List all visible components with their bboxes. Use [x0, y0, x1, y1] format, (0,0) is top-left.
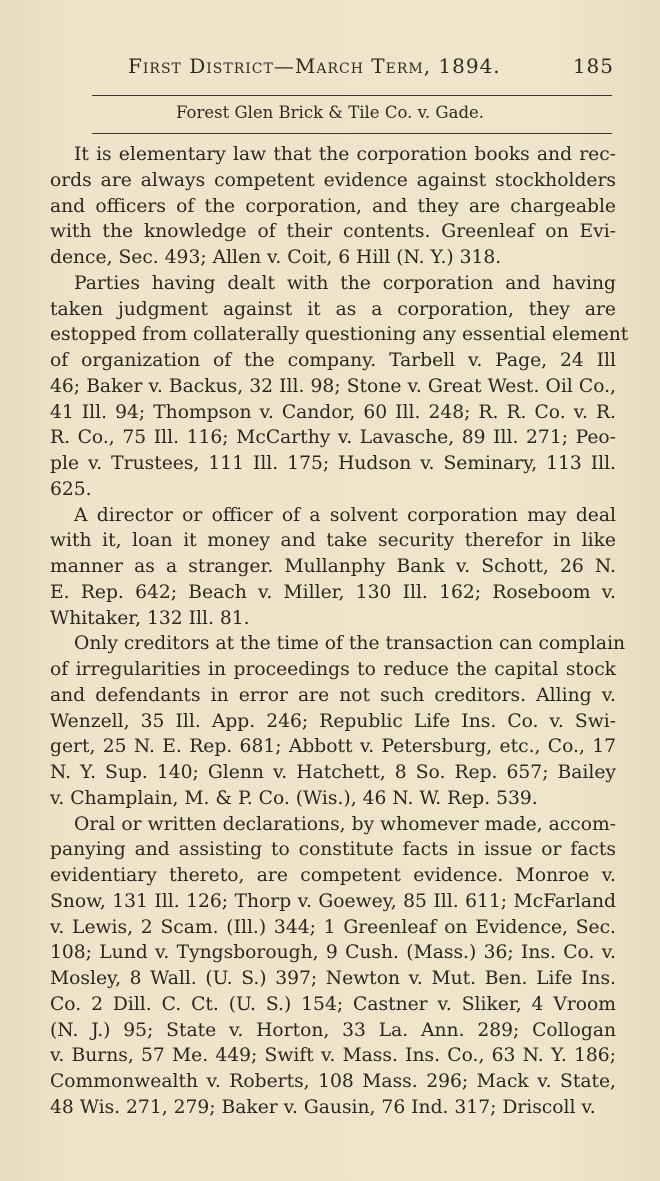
text-line: panying and assisting to constitute facts in issue or facts	[50, 839, 616, 861]
paragraph	[50, 631, 626, 811]
body-text	[50, 142, 629, 1121]
text-line: Snow, 131 Ill. 126; Thorp v. Goewey, 85 Ill. 611; McFarland	[50, 890, 616, 912]
text-line: Parties having dealt with the corporation and having	[74, 272, 616, 294]
text-line: 46; Baker v. Backus, 32 Ill. 98; Stone v. Great West. Oil Co.,	[50, 375, 616, 397]
text-line: and defendants in error are not such creditors. Alling v.	[50, 684, 616, 706]
text-line: with it, loan it money and take security therefor in like	[50, 530, 616, 552]
text-line: of organization of the company. Tarbell v. Page, 24 Ill	[50, 350, 616, 371]
text-line: of irregularities in proceedings to reduce the capital stock	[50, 659, 616, 680]
text-line: A director or officer of a solvent corporation may deal	[74, 504, 616, 526]
text-line: Wenzell, 35 Ill. App. 246; Republic Life Ins. Co. v. Swi-	[50, 710, 616, 732]
text-line: Whitaker, 132 Ill. 81.	[50, 607, 250, 629]
text-line: Only creditors at the time of the transaction can complain	[74, 633, 626, 655]
text-line: 48 Wis. 271, 279; Baker v. Gausin, 76 Ind. 317; Driscoll v.	[50, 1096, 596, 1118]
running-title: First District—March Term, 1894.	[128, 54, 501, 78]
paragraph	[50, 503, 616, 632]
text-line: Oral or written declarations, by whomever made, accom-	[74, 813, 616, 835]
text-line: It is elementary law that the corporation books and rec-	[74, 144, 616, 165]
text-line: 108; Lund v. Tyngsborough, 9 Cush. (Mass.) 36; Ins. Co. v.	[50, 942, 616, 964]
text-line: and officers of the corporation, and they are chargeable	[50, 195, 616, 217]
running-header	[128, 54, 614, 78]
case-title-rule	[92, 133, 612, 134]
text-line: R. Co., 75 Ill. 116; McCarthy v. Lavasche, 89 Ill. 271; Peo-	[50, 427, 616, 449]
text-line: estopped from collaterally questioning any essential element	[50, 324, 629, 346]
text-line: E. Rep. 642; Beach v. Miller, 130 Ill. 162; Roseboom v.	[50, 581, 616, 603]
case-title: Forest Glen Brick & Tile Co. v. Gade.	[175, 103, 485, 122]
page-number: 185	[572, 54, 614, 78]
text-line: Mosley, 8 Wall. (U. S.) 397; Newton v. Mut. Ben. Life Ins.	[50, 968, 616, 989]
text-line: evidentiary thereto, are competent evidence. Monroe v.	[50, 865, 616, 886]
text-line: taken judgment against it as a corporation, they are	[50, 298, 616, 320]
text-line: Co. 2 Dill. C. Ct. (U. S.) 154; Castner v. Sliker, 4 Vroom	[50, 993, 616, 1015]
text-line: v. Burns, 57 Me. 449; Swift v. Mass. Ins. Co., 63 N. Y. 186;	[50, 1045, 616, 1067]
paragraph	[50, 812, 616, 1121]
paragraph	[50, 142, 616, 271]
text-line: Commonwealth v. Roberts, 108 Mass. 296; Mack v. State,	[50, 1071, 616, 1092]
text-line: with the knowledge of their contents. Greenleaf on Evi-	[50, 221, 616, 243]
text-line: (N. J.) 95; State v. Horton, 33 La. Ann. 289; Collogan	[50, 1019, 616, 1041]
text-line: 41 Ill. 94; Thompson v. Candor, 60 Ill. 248; R. R. Co. v. R.	[50, 401, 616, 423]
text-line: manner as a stranger. Mullanphy Bank v. Schott, 26 N.	[50, 556, 616, 577]
text-line: 625.	[50, 478, 92, 500]
text-line: gert, 25 N. E. Rep. 681; Abbott v. Petersburg, etc., Co., 17	[50, 736, 616, 758]
text-line: N. Y. Sup. 140; Glenn v. Hatchett, 8 So. Rep. 657; Bailey	[50, 762, 616, 783]
text-line: v. Champlain, M. & P. Co. (Wis.), 46 N. W. Rep. 539.	[50, 787, 538, 809]
text-line: v. Lewis, 2 Scam. (Ill.) 344; 1 Greenleaf on Evidence, Sec.	[50, 916, 616, 938]
text-line: ords are always competent evidence against stockholders	[50, 169, 616, 191]
text-line: dence, Sec. 493; Allen v. Coit, 6 Hill (N. Y.) 318.	[50, 247, 502, 268]
header-rule	[92, 95, 612, 96]
paragraph	[50, 271, 629, 503]
text-line: ple v. Trustees, 111 Ill. 175; Hudson v. Seminary, 113 Ill.	[50, 453, 616, 474]
